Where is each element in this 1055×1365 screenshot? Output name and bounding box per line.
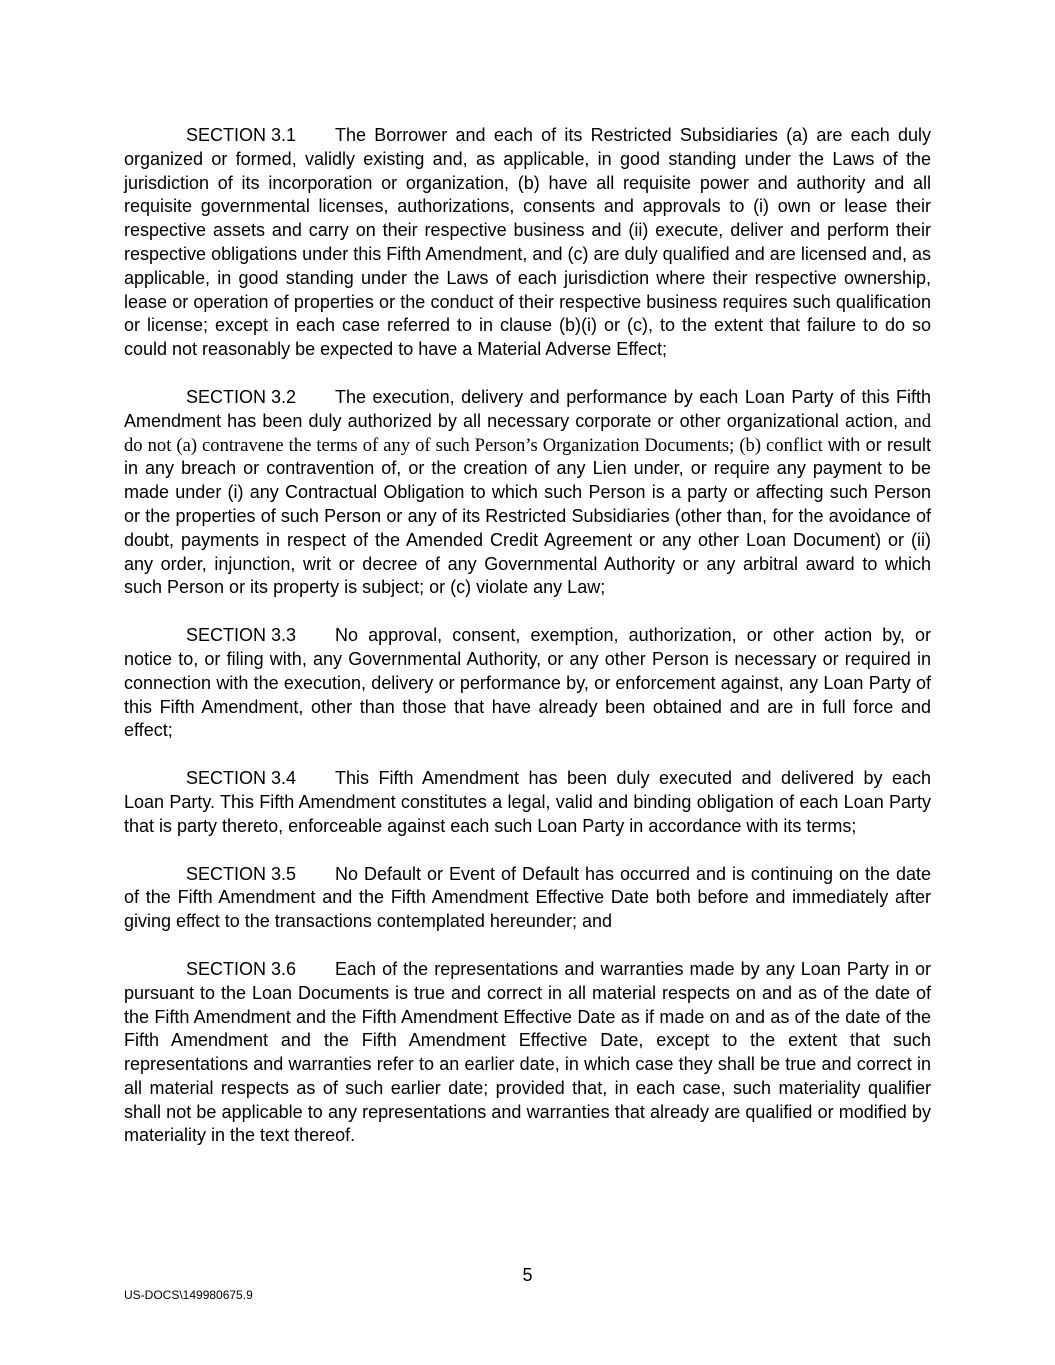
section-3-4 <box>124 767 931 838</box>
page-number: 5 <box>522 1265 533 1285</box>
section-text: The execution, delivery and performance by each Loan Party of this Fifth Amendment has been duly authorized by all necessary corporate or other organizational action, <box>124 386 931 431</box>
section-3-1 <box>124 124 931 362</box>
section-text: Each of the representations and warranties made by any Loan Party in or pursuant to the Loan Documents is true and correct in all material respects on and as of the date of the Fifth Amendment and the Fifth Amendment Effective Date as if made on and as of the date of the Fifth Amendment and the Fifth Amendment Effective Date, except to the extent that such representations and warranties refer to an earlier date, in which case they shall be true and correct in all material respects as of such earlier date; provided that, in each case, such materiality qualifier shall not be applicable to any representations and warranties that already are qualified or modified by materiality in the text thereof. <box>124 958 931 1146</box>
section-label: SECTION 3.5 <box>186 863 297 884</box>
section-text-serif-run: and do not (a) contravene the terms of any of such Person’s Organization Documents; (b) conflict <box>124 410 931 456</box>
section-label: SECTION 3.3 <box>186 625 297 646</box>
section-3-6 <box>124 958 931 1148</box>
section-label: SECTION 3.2 <box>186 386 297 407</box>
document-id: US-DOCS\149980675.9 <box>124 1288 253 1302</box>
section-label: SECTION 3.6 <box>186 958 297 979</box>
section-3-2 <box>124 386 931 600</box>
document-body <box>124 124 931 1172</box>
section-label: SECTION 3.1 <box>186 125 297 145</box>
section-label: SECTION 3.4 <box>186 768 297 789</box>
section-text: with or result in any breach or contravention of, or the creation of any Lien under, or require any payment to be made under (i) any Contractual Obligation to which such Person is a party or affecting such Person or the properties of such Person or any of its Restricted Subsidiaries (other than, for the avoidance of doubt, payments in respect of the Amended Credit Agreement or any other Loan Document) or (ii) any order, injunction, writ or decree of any Governmental Authority or any arbitral award to which such Person or its property is subject; or (c) violate any Law; <box>124 434 931 598</box>
section-text: The Borrower and each of its Restricted Subsidiaries (a) are each duly organized or formed, validly existing and, as applicable, in good standing under the Laws of the jurisdiction of its incorporation or organization, (b) have all requisite power and authority and all requisite governmental licenses, authorizations, consents and approvals to (i) own or lease their respective assets and carry on their respective business and (ii) execute, deliver and perform their respective obligations under this Fifth Amendment, and (c) are duly qualified and are licensed and, as applicable, in good standing under the Laws of each jurisdiction where their respective ownership, lease or operation of properties or the conduct of their respective business requires such qualification or license; except in each case referred to in clause (b)(i) or (c), to the extent that failure to do so could not reasonably be expected to have a Material Adverse Effect; <box>124 125 931 360</box>
section-3-5 <box>124 863 931 934</box>
section-3-3 <box>124 624 931 743</box>
section-text: No Default or Event of Default has occurred and is continuing on the date of the Fifth Amendment and the Fifth Amendment Effective Date both before and immediately after giving effect to the transactions contemplated hereunder; and <box>124 863 931 932</box>
section-text: This Fifth Amendment has been duly executed and delivered by each Loan Party. This Fifth Amendment constitutes a legal, valid and binding obligation of each Loan Party that is party thereto, enforceable against each such Loan Party in accordance with its terms; <box>124 768 931 836</box>
section-text: No approval, consent, exemption, authorization, or other action by, or notice to, or filing with, any Governmental Authority, or any other Person is necessary or required in connection with the execution, delivery or performance by, or enforcement against, any Loan Party of this Fifth Amendment, other than those that have already been obtained and are in full force and effect; <box>124 625 931 741</box>
